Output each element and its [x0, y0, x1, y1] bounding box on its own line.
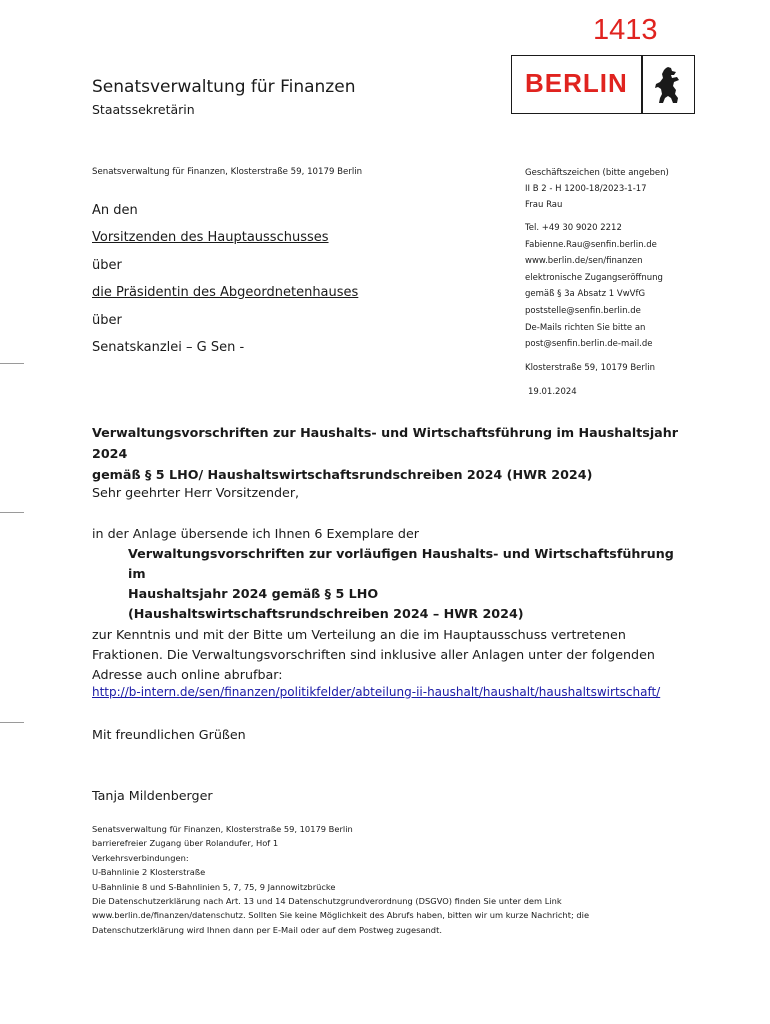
- logo-text: BERLIN: [525, 68, 628, 98]
- signature-name: Tanja Mildenberger: [92, 788, 213, 803]
- footer-line-5: U-Bahnlinie 8 und S-Bahnlinien 5, 7, 75, 9 Jannowitzbrücke: [92, 881, 336, 892]
- intro-text: in der Anlage übersende ich Ihnen 6 Exemplare der: [92, 526, 419, 541]
- organization-subtitle: Staatssekretärin: [92, 102, 195, 117]
- fold-mark: [0, 363, 24, 364]
- reference-label: Geschäftszeichen (bitte angeben): [525, 168, 669, 178]
- footer-line-8: Datenschutzerklärung wird Ihnen dann per E-Mail oder auf dem Postweg zugesandt.: [92, 924, 442, 935]
- recipient-line-5: über: [92, 313, 122, 328]
- electronic-access-line-2: gemäß § 3a Absatz 1 VwVfG: [525, 289, 646, 299]
- body-paragraph: [92, 625, 692, 685]
- logo-divider: [641, 56, 643, 113]
- contact-email: Fabienne.Rau@senfin.berlin.de: [525, 240, 657, 250]
- organization-name: Senatsverwaltung für Finanzen: [92, 77, 356, 97]
- enclosure-title: [128, 544, 688, 624]
- closing: Mit freundlichen Grüßen: [92, 727, 246, 742]
- footer: [92, 822, 712, 937]
- page-number: 1413: [593, 14, 658, 46]
- recipient-line-3: über: [92, 258, 122, 273]
- paragraph-line-1: zur Kenntnis und mit der Bitte um Verteilung an die im Hauptausschuss vertretenen: [92, 627, 626, 642]
- footer-line-6: Die Datenschutzerklärung nach Art. 13 und 14 Datenschutzgrundverordnung (DSGVO) finden Sie unter dem Link: [92, 896, 562, 907]
- contact-website: www.berlin.de/sen/finanzen: [525, 256, 643, 266]
- recipient-line-2: Vorsitzenden des Hauptausschusses: [92, 230, 329, 245]
- paragraph-line-3: Adresse auch online abrufbar:: [92, 667, 283, 682]
- enclosure-line-3: (Haushaltswirtschaftsrundschreiben 2024 – HWR 2024): [128, 606, 524, 621]
- online-link[interactable]: http://b-intern.de/sen/finanzen/politikfelder/abteilung-ii-haushalt/haushalt/haushaltswirtschaft/: [92, 685, 661, 699]
- reference-number: II B 2 - H 1200-18/2023-1-17: [525, 184, 647, 194]
- bear-icon: [652, 65, 682, 105]
- demail-note: De-Mails richten Sie bitte an: [525, 323, 646, 333]
- subject-line-1: Verwaltungsvorschriften zur Haushalts- und Wirtschaftsführung im Haushaltsjahr 2024: [92, 425, 679, 461]
- punch-mark: [0, 512, 24, 513]
- enclosure-line-2: Haushaltsjahr 2024 gemäß § 5 LHO: [128, 586, 379, 601]
- sender-address-line: Senatsverwaltung für Finanzen, Klosterstraße 59, 10179 Berlin: [92, 167, 363, 177]
- recipient-line-4: die Präsidentin des Abgeordnetenhauses: [92, 285, 359, 300]
- office-address: Klosterstraße 59, 10179 Berlin: [525, 363, 655, 373]
- footer-line-2: barrierefreier Zugang über Rolandufer, Hof 1: [92, 838, 279, 849]
- footer-line-7: www.berlin.de/finanzen/datenschutz. Sollten Sie keine Möglichkeit des Abrufs haben, bitten wir um kurze Nachricht; die: [92, 910, 590, 921]
- recipient-line-1: An den: [92, 203, 138, 218]
- poststelle-email: poststelle@senfin.berlin.de: [525, 306, 641, 316]
- footer-line-4: U-Bahnlinie 2 Klosterstraße: [92, 867, 206, 878]
- subject-line-2: gemäß § 5 LHO/ Haushaltswirtschaftsrundschreiben 2024 (HWR 2024): [92, 467, 593, 482]
- letter-date: 19.01.2024: [528, 387, 577, 397]
- fold-mark: [0, 722, 24, 723]
- contact-phone: Tel. +49 30 9020 2212: [525, 223, 622, 233]
- berlin-logo: [511, 55, 695, 114]
- enclosure-line-1: Verwaltungsvorschriften zur vorläufigen Haushalts- und Wirtschaftsführung im: [128, 546, 674, 581]
- contact-name: Frau Rau: [525, 200, 563, 210]
- footer-line-3: Verkehrsverbindungen:: [92, 852, 189, 863]
- subject: [92, 422, 712, 485]
- footer-line-1: Senatsverwaltung für Finanzen, Klosterstraße 59, 10179 Berlin: [92, 824, 353, 834]
- recipient-line-6: Senatskanzlei – G Sen -: [92, 340, 245, 355]
- salutation: Sehr geehrter Herr Vorsitzender,: [92, 485, 300, 500]
- paragraph-line-2: Fraktionen. Die Verwaltungsvorschriften sind inklusive aller Anlagen unter der folgenden: [92, 647, 655, 662]
- electronic-access-line-1: elektronische Zugangseröffnung: [525, 273, 663, 283]
- demail-address: post@senfin.berlin.de-mail.de: [525, 339, 653, 349]
